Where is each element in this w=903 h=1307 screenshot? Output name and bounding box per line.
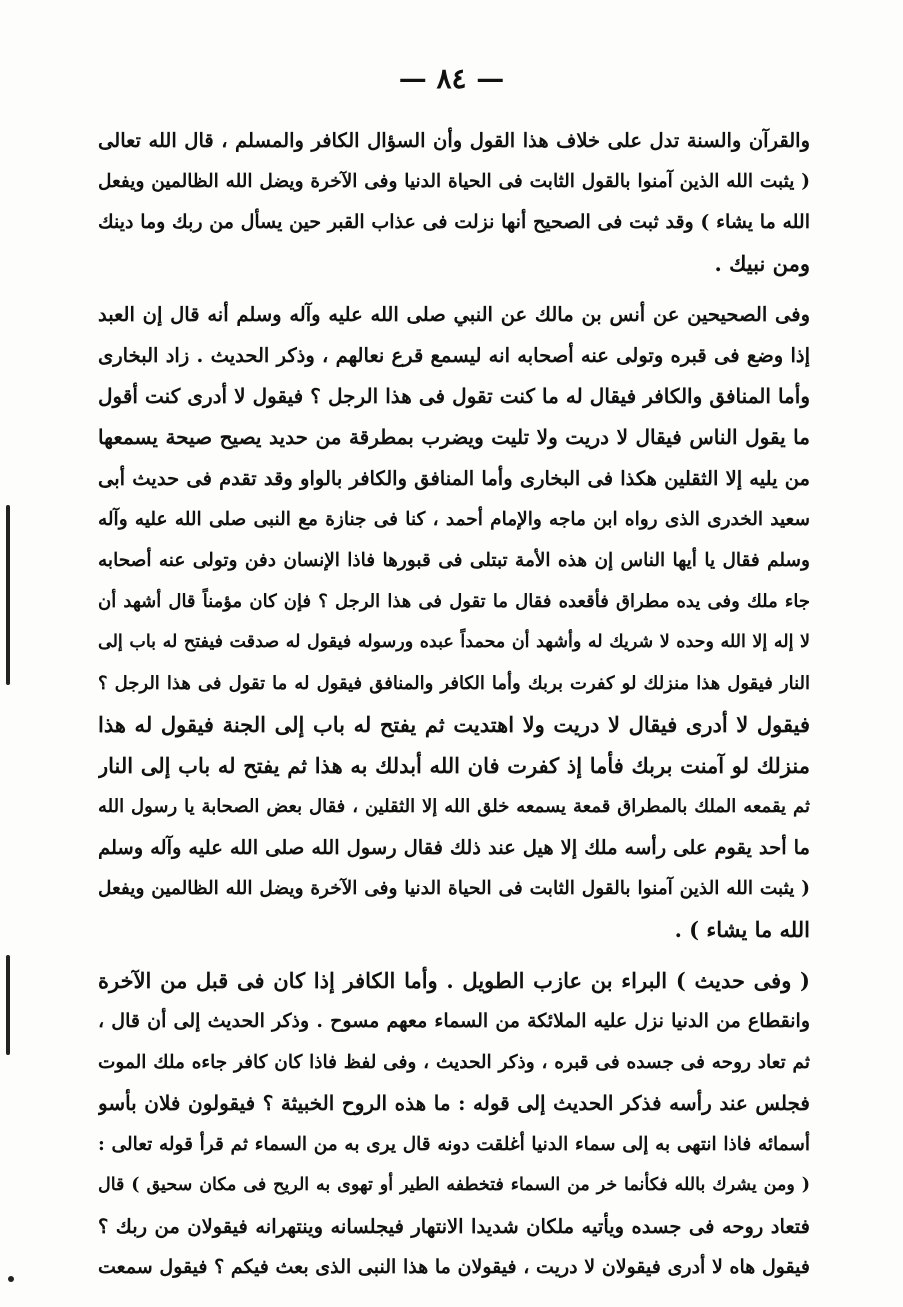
text-line: فتعاد روحه فى جسده ويأتيه ملكان شديدا الانتهار فيجلسانه وينتهرانه فيقولان من ربك ؟ [98,1215,810,1238]
text-line: من يليه إلا الثقلين هكذا فى البخارى وأما المنافق والكافر بالواو وقد تقدم فى حديث أبى [98,467,810,490]
text-line: ( وفى حديث ) البراء بن عازب الطويل . وأما الكافر إذا كان فى قبل من الآخرة [98,968,810,993]
text-line: ثم يقمعه الملك بالمطراق قمعة يسمعه خلق الله إلا الثقلين ، فقال بعض الصحابة يا رسول الله [98,796,810,817]
text-line: ( ومن يشرك بالله فكأنما خر من السماء فتخطفه الطير أو تهوى به الريح فى مكان سحيق ) قال [98,1175,810,1195]
text-line: الله ما يشاء ) وقد ثبت فى الصحيح أنها نزلت فى عذاب القبر حين يسأل من ربك وما دينك [98,211,810,233]
text-line: ما يقول الناس فيقال لا دريت ولا تليت ويضرب بمطرقة من حديد يصيح صيحة يسمعها [98,425,810,449]
text-line: فجلس عند رأسه فذكر الحديث إلى قوله : ما هذه الروح الخبيثة ؟ فيقولون فلان بأسو [98,1091,810,1115]
text-line: ومن نبيك . [714,251,810,276]
paragraph-1 [98,120,810,284]
text-line: لا إله إلا الله وحده لا شريك له وأشهد أن محمداً عبده ورسوله فيقول له صدقت فيفتح له باب إلى [98,632,810,652]
text-line: سعيد الخدرى الذى رواه ابن ماجه والإمام أحمد ، كنا فى جنازة مع النبى صلى الله عليه وآله [98,509,810,530]
scan-edge-mark [6,505,10,685]
text-line: إذا وضع فى قبره وتولى عنه أصحابه انه ليسمع قرع نعالهم ، وذكر الحديث . زاد البخارى [98,344,810,367]
text-line: منزلك لو آمنت بربك فأما إذ كفرت فان الله أبدلك به هذا ثم يفتح له باب إلى النار [98,753,810,778]
text-line: أسمائه فاذا انتهى به إلى سماء الدنيا أغلقت دونه قال يرى به من السماء ثم قرأ قوله تعالى : [98,1134,810,1155]
scan-dot-mark [8,1276,14,1282]
text-line: وفى الصحيحين عن أنس بن مالك عن النبي صلى الله عليه وآله وسلم أنه قال إن العبد [98,303,810,326]
text-line: ( يثبت الله الذين آمنوا بالقول الثابت فى الحياة الدنيا وفى الآخرة ويضل الله الظالمين ويفعل [98,878,810,899]
text-line: جاء ملك وفى يده مطراق فأقعده فقال ما تقول فى هذا الرجل ؟ فإن كان مؤمناً قال أشهد أن [98,591,810,612]
text-line: وانقطاع من الدنيا نزل عليه الملائكة من السماء معهم مسوح . وذكر الحديث إلى أن قال ، [98,1010,810,1032]
text-line: فيقول هاه لا أدرى فيقولان لا دريت ، فيقولان ما هذا النبى الذى بعث فيكم ؟ فيقول سمعت [98,1256,810,1278]
text-line: والقرآن والسنة تدل على خلاف هذا القول وأن السؤال الكافر والمسلم ، قال الله تعالى [98,129,810,152]
text-line: ( يثبت الله الذين آمنوا بالقول الثابت فى الحياة الدنيا وفى الآخرة ويضل الله الظالمين ويفعل [98,171,810,192]
text-line: وسلم فقال يا أيها الناس إن هذه الأمة تبتلى فى قبورها فاذا الإنسان دفن وتولى عنه أصحابه [98,550,810,571]
text-line: الله ما يشاء ) . [674,917,810,942]
text-line: ثم تعاد روحه فى جسده فى قبره ، وذكر الحديث ، وفى لفظ فاذا كان كافر جاءه ملك الموت [98,1052,810,1073]
page-number: — ٨٤ — [398,62,505,95]
body-text [98,120,810,1298]
scan-edge-mark [6,955,10,1055]
text-line: فيقول لا أدرى فيقال لا دريت ولا اهتديت ثم يفتح له باب إلى الجنة فيقول له هذا [98,712,810,737]
paragraph-2 [98,294,810,950]
text-line: النار فيقول هذا منزلك لو كفرت بربك وأما الكافر والمنافق فيقول له ما تقول فى هذا الرجل ؟ [98,673,810,694]
paragraph-3 [98,960,810,1288]
text-line: ما أحد يقوم على رأسه ملك إلا هيل عند ذلك فقال رسول الله صلى الله عليه وآله وسلم [98,836,810,859]
text-line: وأما المنافق والكافر فيقال له ما كنت تقول فى هذا الرجل ؟ فيقول لا أدرى كنت أقول [98,384,810,408]
